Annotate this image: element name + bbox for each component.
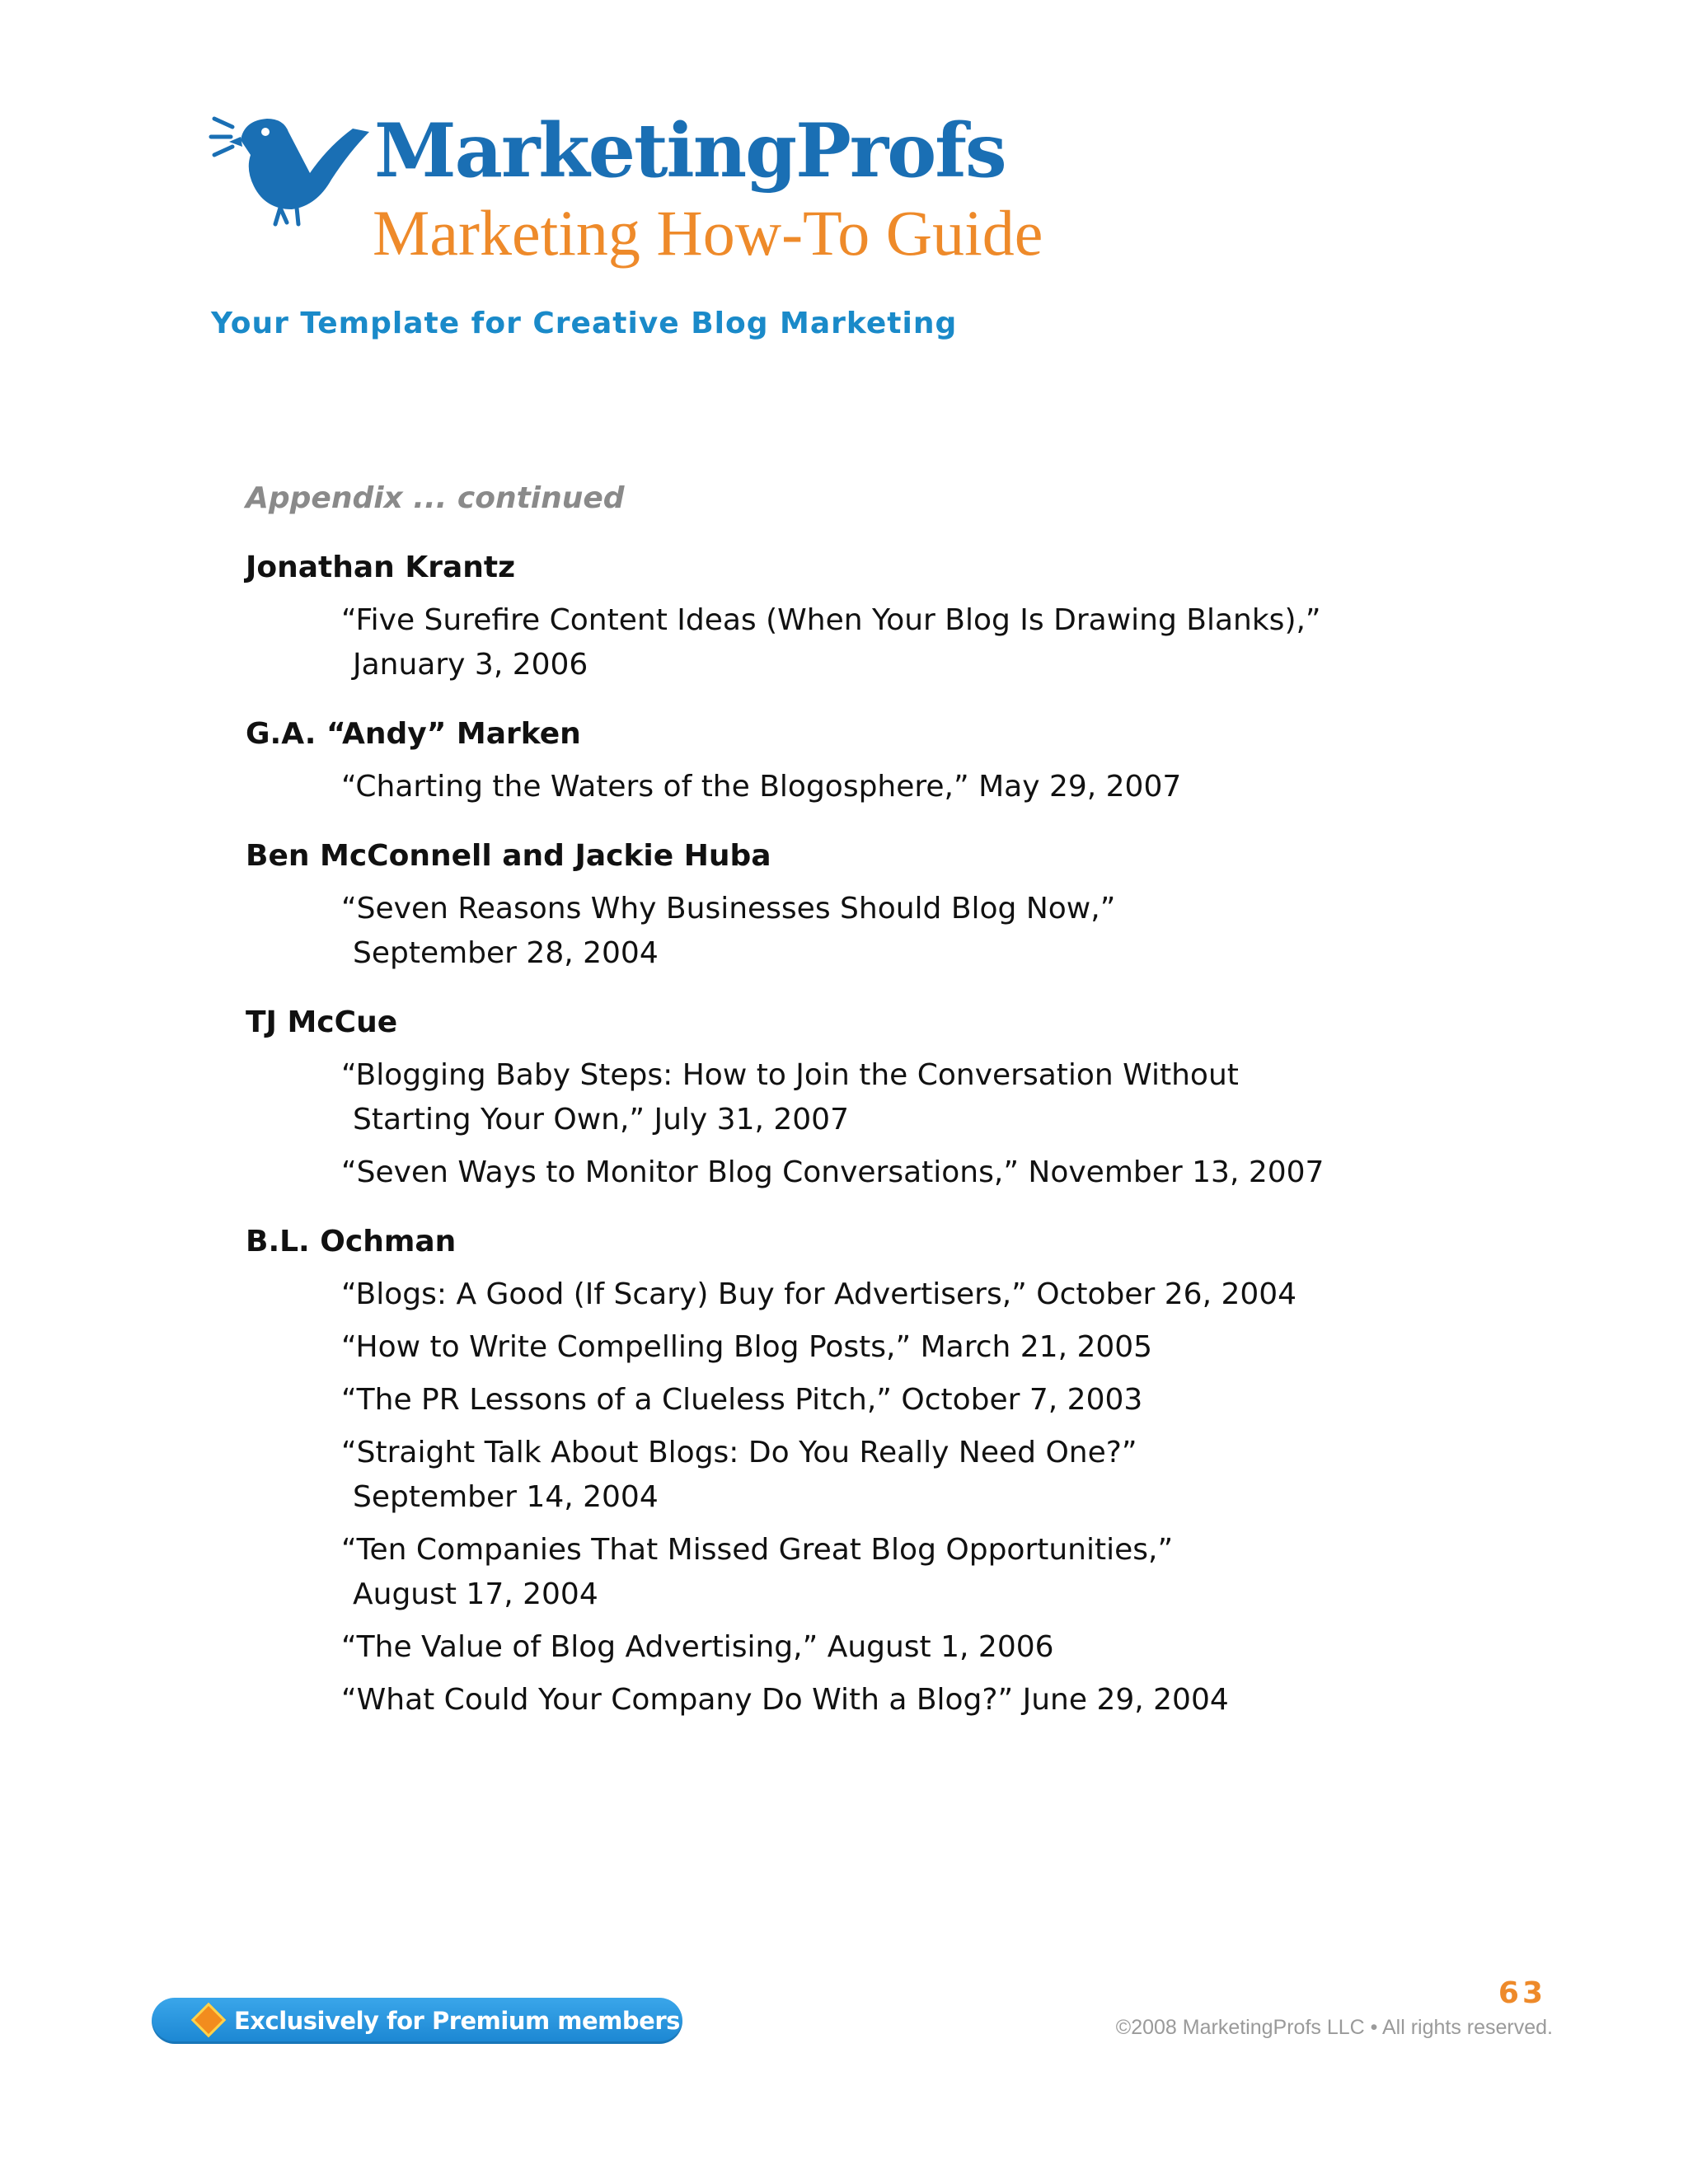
reference-line: “Charting the Waters of the Blogosphere,” May 29, 2007: [341, 770, 1182, 804]
reference-line: September 14, 2004: [353, 1480, 659, 1514]
premium-members-badge: [152, 1998, 682, 2044]
reference-line: “Blogging Baby Steps: How to Join the Conversation Without: [341, 1058, 1239, 1092]
copyright-notice: ©2008 MarketingProfs LLC • All rights reserved.: [1115, 2016, 1553, 2039]
reference-line: September 28, 2004: [353, 936, 659, 970]
guide-title: Marketing How-To Guide: [373, 197, 1043, 269]
orange-diamond-icon: [191, 2003, 226, 2037]
page-number: 63: [1498, 1976, 1546, 2010]
author-name: TJ McCue: [246, 1005, 398, 1039]
reference-line: “Straight Talk About Blogs: Do You Really Need One?”: [341, 1436, 1137, 1469]
reference-line: “Seven Reasons Why Businesses Should Blog Now,”: [341, 892, 1116, 926]
reference-line: January 3, 2006: [353, 648, 588, 682]
brand-name: MarketingProfs: [374, 107, 1006, 194]
bluebird-logo-icon: [208, 104, 373, 227]
reference-line: “Seven Ways to Monitor Blog Conversations,” November 13, 2007: [341, 1155, 1325, 1189]
reference-line: “What Could Your Company Do With a Blog?” June 29, 2004: [341, 1683, 1229, 1717]
reference-line: August 17, 2004: [353, 1577, 598, 1611]
page-subtitle: Your Template for Creative Blog Marketing: [211, 307, 958, 340]
premium-label: Exclusively for Premium members: [234, 2007, 680, 2035]
author-name: Ben McConnell and Jackie Huba: [246, 839, 771, 873]
author-name: Jonathan Krantz: [246, 551, 516, 584]
author-name: B.L. Ochman: [246, 1225, 457, 1258]
reference-line: “Five Surefire Content Ideas (When Your Blog Is Drawing Blanks),”: [341, 603, 1321, 637]
reference-line: “The Value of Blog Advertising,” August 1, 2006: [341, 1630, 1054, 1664]
reference-line: “Blogs: A Good (If Scary) Buy for Advertisers,” October 26, 2004: [341, 1277, 1297, 1311]
reference-line: “The PR Lessons of a Clueless Pitch,” October 7, 2003: [341, 1383, 1143, 1417]
reference-line: “How to Write Compelling Blog Posts,” March 21, 2005: [341, 1330, 1153, 1364]
reference-line: “Ten Companies That Missed Great Blog Opportunities,”: [341, 1533, 1174, 1567]
author-name: G.A. “Andy” Marken: [246, 717, 581, 751]
section-label: Appendix ... continued: [246, 481, 625, 515]
reference-line: Starting Your Own,” July 31, 2007: [353, 1103, 849, 1137]
